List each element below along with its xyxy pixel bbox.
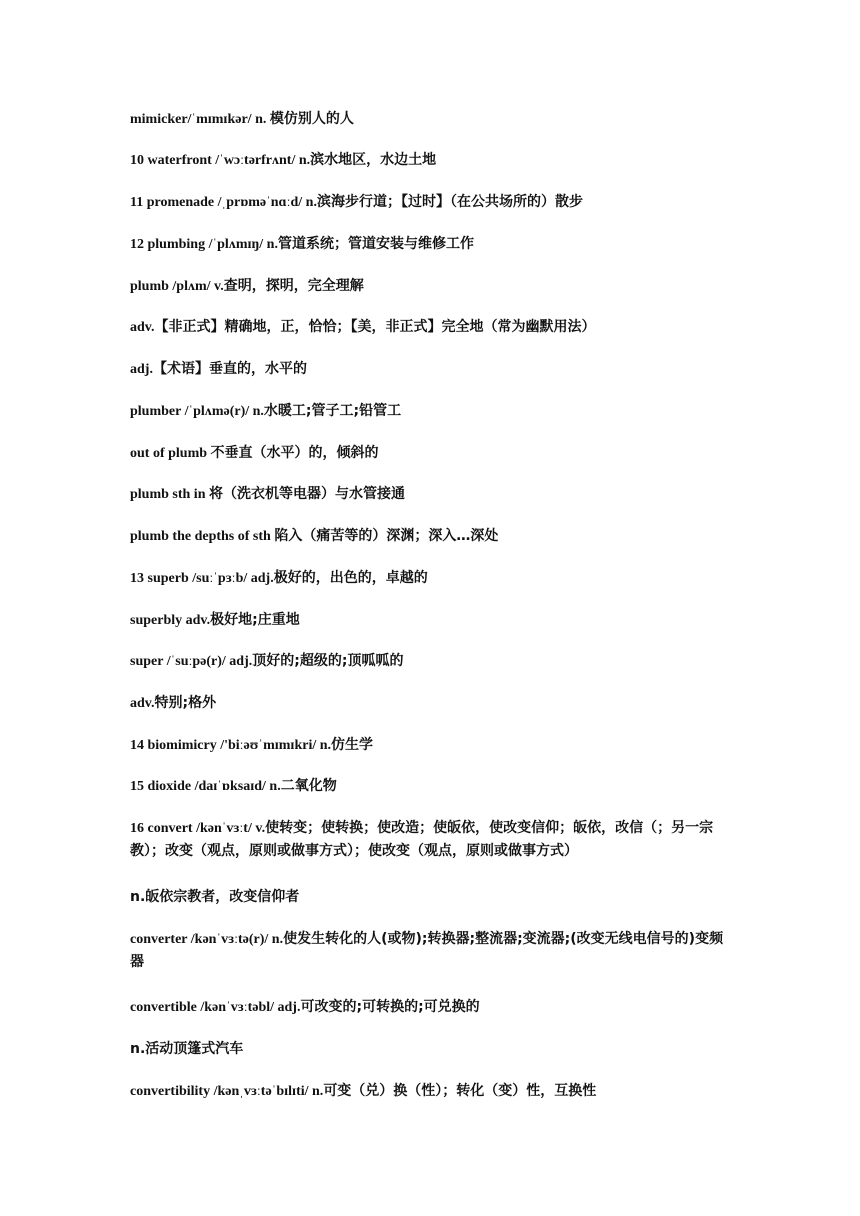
entry-super-adv: adv.特别;格外 <box>130 695 217 711</box>
entry-plumb: plumb /plʌm/ v.查明，探明，完全理解 <box>130 278 364 294</box>
entry-out-of-plumb: out of plumb 不垂直（水平）的，倾斜的 <box>130 445 379 461</box>
entry-converter: converter /kənˈvɜːtə(r)/ n.使发生转化的人(或物);转换器;整流器;变流器;(改变无线电信号的)变频器 <box>130 931 724 970</box>
entry-promenade: 11 promenade /ˌprɒməˈnɑːd/ n.滨海步行道；【过时】（在公共场所的）散步 <box>130 194 583 210</box>
entry-convertibility: convertibility /kənˌvɜːtəˈbɪlɪti/ n.可变（兑）换（性）；转化（变）性，互换性 <box>130 1083 597 1099</box>
entry-convert-noun: n.皈依宗教者，改变信仰者 <box>130 889 300 905</box>
entry-plumb-depths: plumb the depths of sth 陷入（痛苦等的）深渊；深入…深处 <box>130 528 499 544</box>
entry-convertible: convertible /kənˈvɜːtəbl/ adj.可改变的;可转换的;可兑换的 <box>130 999 480 1015</box>
entry-plumb-adj: adj.【术语】垂直的，水平的 <box>130 361 307 377</box>
entry-plumbing: 12 plumbing /ˈplʌmɪŋ/ n.管道系统；管道安装与维修工作 <box>130 236 474 252</box>
entry-superb: 13 superb /suːˈpɜːb/ adj.极好的，出色的，卓越的 <box>130 570 428 586</box>
entry-plumber: plumber /ˈplʌmə(r)/ n.水暖工;管子工;铅管工 <box>130 403 402 419</box>
entry-plumb-adv: adv.【非正式】精确地，正，恰恰；【美，非正式】完全地（常为幽默用法） <box>130 319 596 335</box>
entry-biomimicry: 14 biomimicry /'biːəʊˈmɪmɪkri/ n.仿生学 <box>130 737 374 753</box>
entry-superbly: superbly adv.极好地;庄重地 <box>130 612 300 628</box>
entry-convert: 16 convert /kənˈvɜːt/ v.使转变；使转换；使改造；使皈依，使改变信仰；皈依，改信（；另一宗教）；改变（观点，原则或做事方式）；使改变（观点，原则或做事方式） <box>130 820 714 859</box>
entry-mimicker: mimicker/ˈmɪmɪkər/ n. 模仿别人的人 <box>130 111 354 127</box>
entry-convertible-noun: n.活动顶篷式汽车 <box>130 1041 244 1057</box>
entry-waterfront: 10 waterfront /ˈwɔːtərfrʌnt/ n.滨水地区，水边土地 <box>130 152 437 168</box>
entry-super: super /ˈsuːpə(r)/ adj.顶好的;超级的;顶呱呱的 <box>130 653 404 669</box>
entry-plumb-sth-in: plumb sth in 将（洗衣机等电器）与水管接通 <box>130 486 405 502</box>
entry-dioxide: 15 dioxide /daɪˈɒksaɪd/ n.二氧化物 <box>130 778 337 794</box>
